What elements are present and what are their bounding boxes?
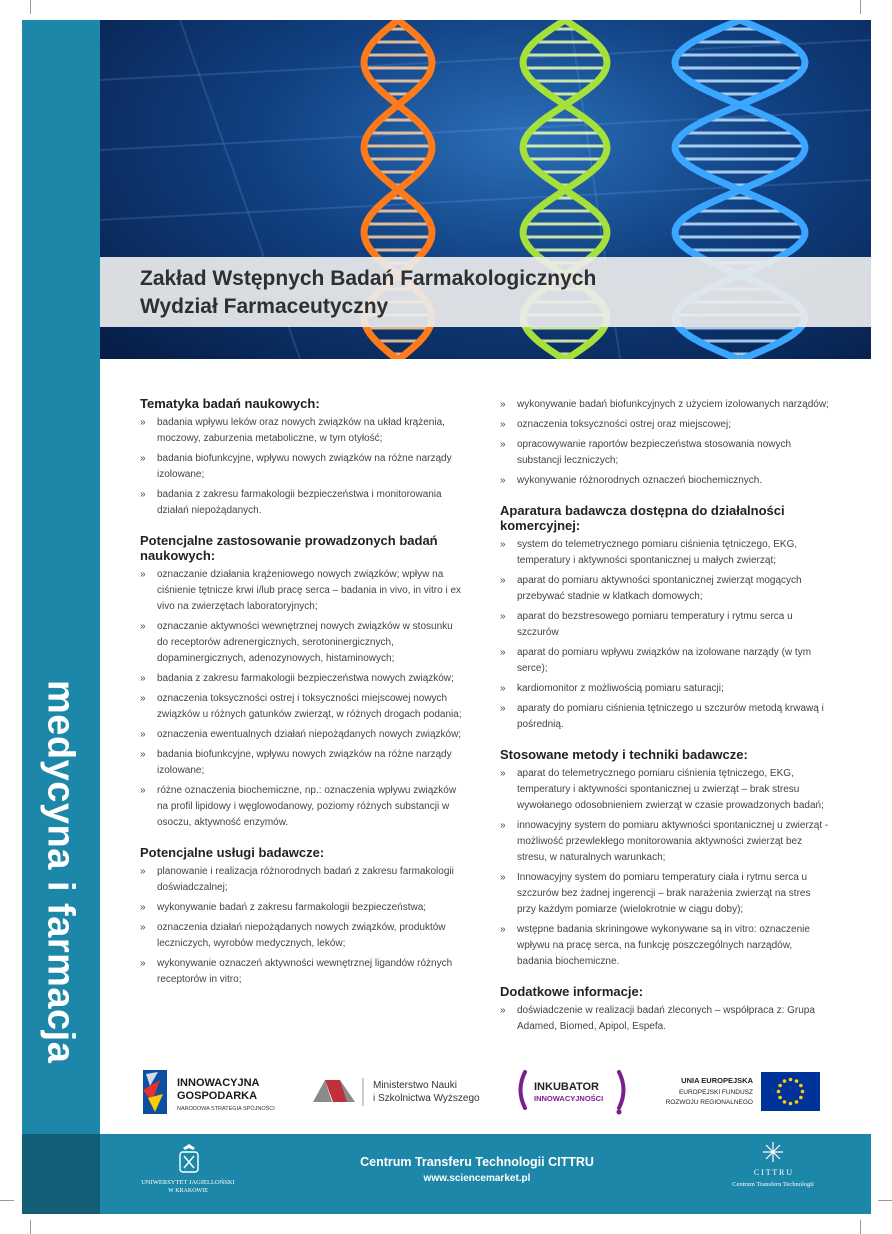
list-item-text: doświadczenie w realizacji badań zleconych – współpraca z: Grupa Adamed, Biomed, Apipol, Espefa. [517,1005,815,1032]
list-item-text: wstępne badania skriningowe wykonywane są in vitro: oznaczenie wpływu na pracę serca, na funkcję poszczególnych narządów, badania biochemiczne. [517,924,810,967]
eu-star-icon [799,1084,803,1088]
bullet-icon: » [500,768,506,779]
svg-text:i Szkolnictwa Wyższego: i Szkolnictwa Wyższego [373,1093,480,1104]
bullet-icon: » [500,872,506,883]
list-item [140,671,465,687]
svg-text:Centrum Transferu Technologii: Centrum Transferu Technologii CITTRU [360,1155,594,1169]
list-item [140,900,465,916]
eu-star-icon [795,1079,799,1083]
list-item [500,609,830,641]
section-heading: Potencjalne usługi badawcze: [140,845,325,860]
crop-mark [878,1200,892,1201]
bullet-icon: » [140,922,146,933]
list-item-text: różne oznaczenia biochemiczne, np.: oznaczenia wpływu związków na profil lipidowy i węglowodanowy, poziomy różnych substancji w osoczu, aktywność enzymów. [157,785,457,828]
category-text: medycyna i farmacja [39,680,82,1064]
eu-star-icon [783,1100,787,1104]
bullet-icon: » [140,621,146,632]
bullet-icon: » [140,785,146,796]
bullet-icon: » [500,611,506,622]
list-item [140,727,465,743]
bullet-icon: » [500,575,506,586]
bullet-icon: » [500,475,506,486]
list-item [500,645,830,677]
list-item [140,691,465,723]
bullet-icon: » [140,489,146,500]
list-item-text: aparat do telemetrycznego pomiaru ciśnienia tętniczego, EKG, temperatury i aktywności spontanicznej u zwierząt – brak stresu wywołanego odosobnieniem zwierząt w czasie prowadzonych badań; [517,768,824,811]
list-item [500,573,830,605]
list-item-text: badania wpływu leków oraz nowych związków na układ krążenia, moczowy, zaburzenia metaboliczne, w tym otyłość; [157,417,445,444]
list-item-text: badania biofunkcyjne, wpływu nowych związków na różne narządy izolowane; [157,749,452,776]
list-item-text: oznaczenia toksyczności ostrej oraz miejscowej; [517,419,731,430]
eu-star-icon [789,1078,793,1082]
list-item-text: aparat do bezstresowego pomiaru temperatury i rytmu serca u szczurów [517,611,793,638]
list-item [140,783,465,831]
bullet-icon: » [500,820,506,831]
section-heading: Dodatkowe informacje: [500,984,644,999]
section-list [500,766,830,970]
section-list [140,567,465,831]
list-item-text: planowanie i realizacja różnorodnych badań z zakresu farmakologii doświadczalnej; [157,866,454,893]
list-item-text: oznaczenia toksyczności ostrej i toksyczności miejscowej nowych związków u różnych gatunków zwierząt, w różnych drogach podania; [157,693,462,720]
eu-star-icon [777,1090,781,1094]
list-item-text: opracowywanie raportów bezpieczeństwa stosowania nowych substancji leczniczych; [517,439,792,466]
crop-mark [0,1200,14,1201]
list-item-text: oznaczanie aktywności wewnętrznej nowych związków w stosunku do receptorów adrenergicznych, serotoninergicznych, dopaminergicznych, adenozynowych, histaminowych; [157,621,453,664]
list-item-text: oznaczenia działań niepożądanych nowych związków, produktów leczniczych, wyrobów medycznych, leków; [157,922,446,949]
list-item-text: oznaczanie działania krążeniowego nowych związków; wpływ na ciśnienie tętnicze krwi i/lub pracę serca – badania in vivo, in vitro i ex vivo na zwierzętach laboratoryjnych; [157,569,462,612]
page-title: Zakład Wstępnych Badań Farmakologicznych [140,267,597,290]
bullet-icon: » [500,703,506,714]
list-item [140,920,465,952]
list-item [140,487,465,519]
eu-star-icon [783,1079,787,1083]
eu-star-icon [789,1102,793,1106]
list-item-text: Innowacyjny system do pomiaru temperatury ciała i rytmu serca u szczurów bez żadnej ingerencji – brak narażenia zwierząt na stres przy każdym pomiarze (wielokrotnie w ciągu doby); [517,872,811,915]
svg-text:ROZWOJU REGIONALNEGO: ROZWOJU REGIONALNEGO [665,1099,753,1106]
list-item-text: aparat do pomiaru wpływu związków na izolowane narządy (w tym serce); [517,647,812,674]
list-item [140,415,465,447]
footer [100,1134,871,1214]
svg-text:INNOWACYJNA: INNOWACYJNA [177,1077,260,1089]
bullet-icon: » [140,693,146,704]
svg-text:INNOWACYJNOŚCI: INNOWACYJNOŚCI [534,1094,604,1103]
list-item-text: badania biofunkcyjne, wpływu nowych związków na różne narządy izolowane; [157,453,452,480]
list-item-text: badania z zakresu farmakologii bezpieczeństwa i monitorowania działań niepożądanych. [157,489,442,516]
bullet-icon: » [500,439,506,450]
bullet-icon: » [140,729,146,740]
svg-text:GOSPODARKA: GOSPODARKA [177,1090,258,1102]
title-band [100,257,871,327]
list-item [500,870,830,918]
eu-star-icon [799,1096,803,1100]
list-item [500,397,830,413]
list-item [500,417,830,433]
bullet-icon: » [140,417,146,428]
crop-mark [30,1220,31,1234]
list-item [140,567,465,615]
list-item-text: wykonywanie oznaczeń aktywności wewnętrznej ligandów różnych receptorów in vitro; [157,958,453,985]
bullet-icon: » [140,673,146,684]
logo-row [100,1060,871,1130]
bullet-icon: » [140,958,146,969]
list-item [500,818,830,866]
list-item-text: innowacyjny system do pomiaru aktywności spontanicznej u zwierząt - możliwość przewlekłego monitorowania aktywności zwierząt bez stresu, w naturalnych warunkach; [517,820,829,863]
bullet-icon: » [140,569,146,580]
list-item-text: oznaczenia ewentualnych działań niepożądanych nowych związków; [157,729,462,740]
svg-text:W KRAKOWIE: W KRAKOWIE [168,1188,208,1194]
content-area [100,359,871,1134]
eu-star-icon [778,1084,782,1088]
footer-graphics [100,1134,871,1214]
eu-star-icon [795,1100,799,1104]
list-item-text: system do telemetrycznego pomiaru ciśnienia tętniczego, EKG, temperatury i aktywności spontanicznej u małych zwierząt; [517,539,798,566]
list-item [140,864,465,896]
section-heading: Tematyka badań naukowych: [140,396,320,411]
cittru-star-icon [763,1142,783,1162]
list-item [500,701,830,733]
crop-mark [30,0,31,14]
bullet-icon: » [500,924,506,935]
crop-mark [860,0,861,14]
list-item-text: wykonywanie badań z zakresu farmakologii bezpieczeństwa; [157,902,427,913]
list-item [140,619,465,667]
bullet-icon: » [140,902,146,913]
list-item-text: aparaty do pomiaru ciśnienia tętniczego u szczurów metodą krwawą i pośrednią. [517,703,824,730]
list-item [140,747,465,779]
right-column [500,397,830,1049]
mnisw-logo [313,1078,480,1106]
list-item [500,473,830,489]
eu-star-icon [801,1090,805,1094]
eu-logo [666,1072,820,1111]
page-subtitle: Wydział Farmaceutyczny [140,295,389,318]
section-list [140,864,465,988]
section-heading: Aparatura badawcza dostępna do działalności komercyjnej: [500,503,785,533]
bullet-icon: » [500,399,506,410]
list-item [140,956,465,988]
list-item-text: badania z zakresu farmakologii bezpieczeństwa nowych związków; [157,673,454,684]
svg-text:Ministerstwo Nauki: Ministerstwo Nauki [373,1080,457,1091]
list-item-text: aparat do pomiaru aktywności spontanicznej zwierząt mogących przebywać stadnie w klatkach domowych; [517,575,802,602]
svg-text:Centrum Transferu Technologii: Centrum Transferu Technologii [732,1181,814,1188]
crop-mark [860,1220,861,1234]
bullet-icon: » [140,453,146,464]
svg-text:UNIA EUROPEJSKA: UNIA EUROPEJSKA [681,1076,753,1085]
list-item [500,1003,830,1035]
bullet-icon: » [500,1005,506,1016]
vertical-category-label [28,680,92,1110]
innowacyjna-gospodarka-logo [143,1070,275,1114]
bullet-icon: » [500,419,506,430]
uj-crest-icon [180,1144,198,1172]
svg-text:www.sciencemarket.pl: www.sciencemarket.pl [423,1173,531,1184]
eu-star-icon [778,1096,782,1100]
list-item [500,681,830,697]
svg-text:NARODOWA STRATEGIA SPÓJNOŚCI: NARODOWA STRATEGIA SPÓJNOŚCI [177,1106,275,1112]
section-list [140,415,465,519]
partner-logos [100,1060,871,1130]
bullet-icon: » [500,539,506,550]
list-item [500,437,830,469]
list-item [500,537,830,569]
bullet-icon: » [500,683,506,694]
list-item [140,451,465,483]
section-heading: Potencjalne zastosowanie prowadzonych badań naukowych: [140,533,438,563]
section-list [500,1003,830,1035]
sidebar-fold [22,1134,100,1214]
bullet-icon: » [140,749,146,760]
list-item-text: kardiomonitor z możliwością pomiaru saturacji; [517,683,724,694]
svg-text:C I T T R U: C I T T R U [753,1168,793,1177]
section-list [500,537,830,733]
bullet-icon: » [140,866,146,877]
svg-text:INKUBATOR: INKUBATOR [534,1081,599,1093]
svg-text:UNIWERSYTET JAGIELLOŃSKI: UNIWERSYTET JAGIELLOŃSKI [141,1179,235,1186]
list-item-text: wykonywanie różnorodnych oznaczeń biochemicznych. [517,475,763,486]
list-item [500,922,830,970]
section-heading: Stosowane metody i techniki badawcze: [500,747,748,762]
inkubator-logo [521,1072,624,1115]
bullet-icon: » [500,647,506,658]
list-item-text: wykonywanie badań biofunkcyjnych z użyciem izolowanych narządów; [517,399,829,410]
continued-list [500,397,830,489]
left-column [140,396,465,1002]
svg-text:EUROPEJSKI FUNDUSZ: EUROPEJSKI FUNDUSZ [678,1089,753,1096]
list-item [500,766,830,814]
